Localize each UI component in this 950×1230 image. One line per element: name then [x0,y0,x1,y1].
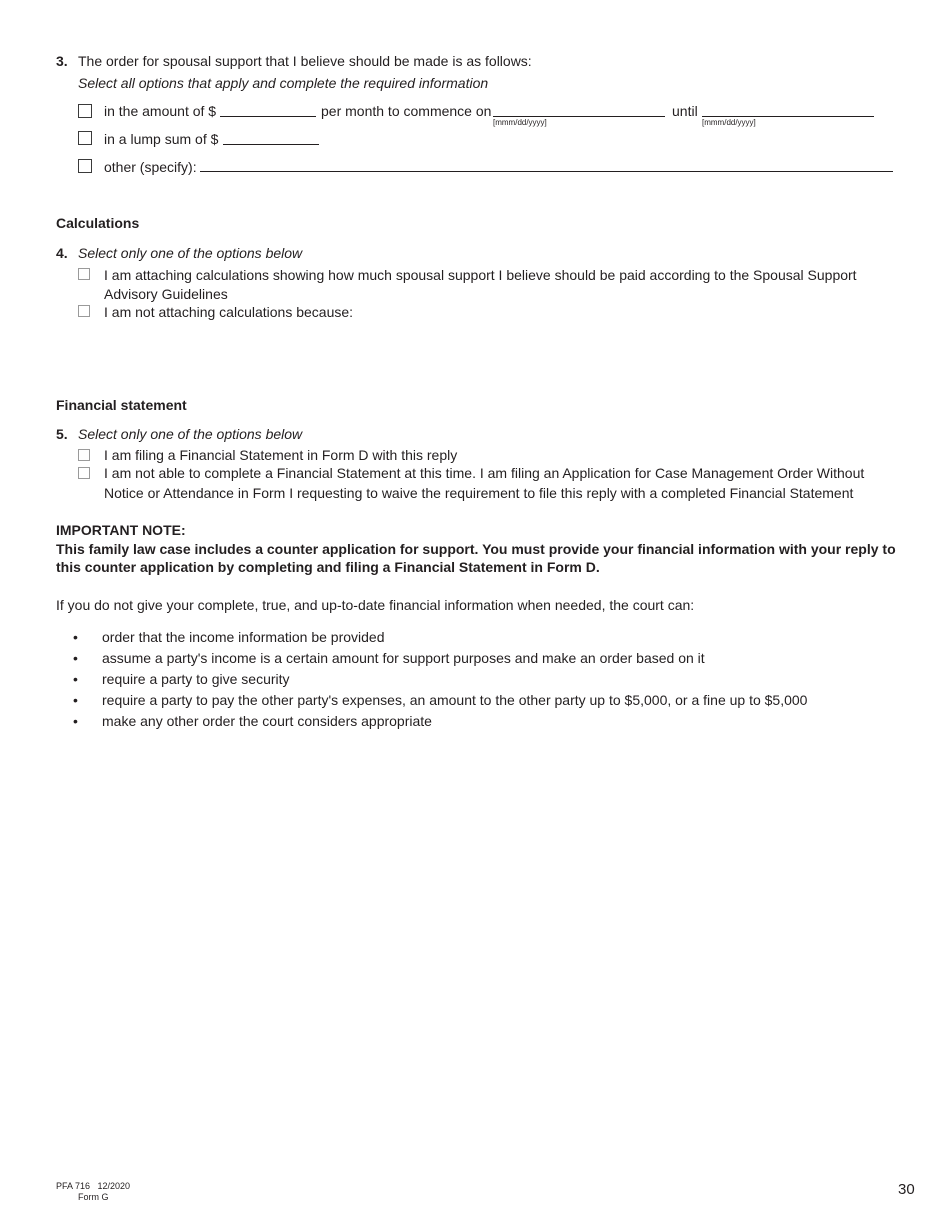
commence-date-hint: [mmm/dd/yyyy] [493,118,547,127]
amount-checkbox[interactable] [78,104,92,118]
footer-form-code: PFA 716 12/2020 [56,1181,131,1191]
bullet-icon: • [73,713,78,729]
attach-calculations-checkbox[interactable] [78,268,90,280]
q3-instruction: Select all options that apply and complete the required information [78,75,489,91]
not-able-label-line1: I am not able to complete a Financial Statement at this time. I am filing an Application for Case Management Order Without [104,465,865,481]
not-attaching-checkbox[interactable] [78,305,90,317]
until-date-field[interactable] [702,116,874,117]
court-can-intro: If you do not give your complete, true, and up-to-date financial information when needed, the court can: [56,597,695,613]
until-label: until [672,103,698,119]
amount-field[interactable] [220,116,316,117]
list-item: make any other order the court considers appropriate [102,713,432,729]
bullet-icon: • [73,692,78,708]
bullet-icon: • [73,671,78,687]
amount-label: in the amount of $ [104,103,217,119]
not-able-checkbox[interactable] [78,467,90,479]
per-month-label: per month to commence on [321,103,492,119]
other-field[interactable] [200,171,893,172]
lump-sum-checkbox[interactable] [78,131,92,145]
q5-instruction: Select only one of the options below [78,426,303,442]
important-note-heading: IMPORTANT NOTE: [56,522,186,538]
attach-calculations-label-line1: I am attaching calculations showing how much spousal support I believe should be paid according to the Spousal Support [104,267,857,283]
page-number: 30 [898,1181,915,1198]
commence-date-field[interactable] [493,116,665,117]
list-item: require a party to give security [102,671,290,687]
important-note-line2: this counter application by completing and filing a Financial Statement in Form D. [56,559,600,575]
calculations-heading: Calculations [56,215,140,231]
financial-heading: Financial statement [56,397,187,413]
not-attaching-label: I am not attaching calculations because: [104,304,354,320]
q4-number: 4. [56,245,68,261]
filing-statement-label: I am filing a Financial Statement in Form D with this reply [104,447,458,463]
bullet-icon: • [73,629,78,645]
list-item: require a party to pay the other party's expenses, an amount to the other party up to $5,000, or a fine up to $5,000 [102,692,808,708]
bullet-icon: • [73,650,78,666]
q3-number: 3. [56,53,68,69]
attach-calculations-label-line2: Advisory Guidelines [104,286,228,302]
q5-number: 5. [56,426,68,442]
list-item: assume a party's income is a certain amount for support purposes and make an order based on it [102,650,705,666]
q3-text: The order for spousal support that I believe should be made is as follows: [78,53,532,69]
important-note-line1: This family law case includes a counter application for support. You must provide your financial information with your reply to [56,541,896,557]
lump-sum-label: in a lump sum of $ [104,131,219,147]
q4-instruction: Select only one of the options below [78,245,303,261]
not-able-label-line2: Notice or Attendance in Form I requesting to waive the requirement to file this reply with a completed Financial Statement [104,485,854,501]
footer-form-name: Form G [78,1192,109,1202]
other-checkbox[interactable] [78,159,92,173]
other-label: other (specify): [104,159,197,175]
list-item: order that the income information be provided [102,629,385,645]
lump-sum-field[interactable] [223,144,319,145]
until-date-hint: [mmm/dd/yyyy] [702,118,756,127]
filing-statement-checkbox[interactable] [78,449,90,461]
